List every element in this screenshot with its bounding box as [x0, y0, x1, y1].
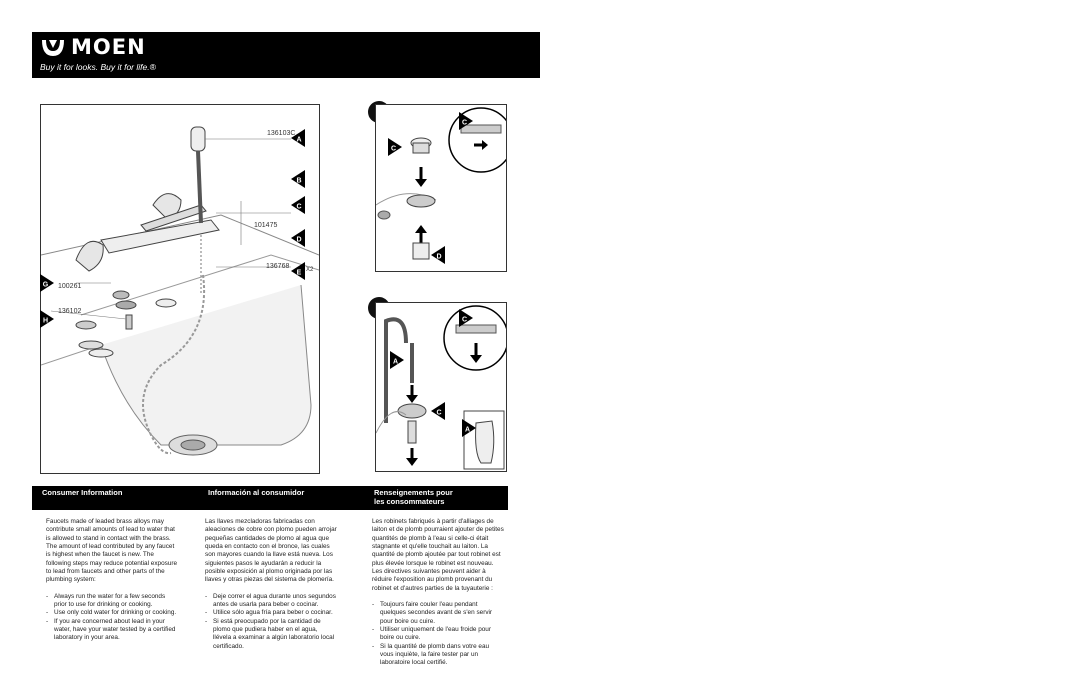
svg-text:C: C — [436, 409, 442, 417]
part-e-quantity: X2 — [306, 267, 314, 273]
consumer-info-header-fr — [364, 486, 508, 510]
consumer-info-fr — [372, 518, 504, 668]
letter-tag-g — [40, 274, 54, 292]
part-number-e: 136768 — [266, 263, 290, 270]
part-number-g: 100261 — [58, 283, 82, 290]
step2-letter-tag-c-top — [459, 309, 473, 327]
heading-en: Consumer Information — [42, 488, 123, 497]
svg-text:E: E — [296, 269, 302, 277]
main-diagram — [40, 104, 320, 474]
list-item: - Utiliser uniquement de l'eau froide pour boire ou cuire. — [372, 626, 504, 643]
letter-tag-e — [291, 262, 305, 280]
step2-letter-tag-a-inset — [462, 419, 476, 437]
heading-fr-line2: les consommateurs — [374, 496, 445, 506]
list-item: - Si está preocupado por la cantidad de plomo que pudiera haber en el agua, llévela a examinar a algún laboratorio local certificado. — [205, 618, 337, 651]
svg-text:A: A — [296, 136, 302, 144]
list-item: - If you are concerned about lead in your water, have your water tested by a certified laboratory in your area. — [46, 618, 178, 643]
step2-illustration — [376, 303, 506, 471]
tagline: Buy it for looks. Buy it for life.® — [40, 62, 156, 72]
list-item: - Utilice sólo agua fría para beber o cocinar. — [205, 609, 337, 617]
svg-text:C: C — [461, 316, 468, 324]
part-number-d: 101475 — [254, 222, 278, 229]
consumer-info-es — [205, 518, 337, 651]
moen-logo-icon — [40, 38, 66, 58]
svg-text:A: A — [464, 426, 471, 434]
letter-tag-b — [291, 170, 305, 188]
list-item: - Toujours faire couler l'eau pendant quelques secondes avant de s'en servir pour boire ou cuire. — [372, 601, 504, 626]
svg-text:B: B — [296, 177, 302, 185]
body-en: Faucets made of leaded brass alloys may contribute small amounts of lead to water that is allowed to stand in contact with the brass. The amount of lead contributed by any faucet is highest when the faucet is new. The following steps may reduce potential exposure to lead from faucets and other parts of the plumbing system: — [46, 518, 178, 584]
step2-letter-tag-c — [431, 402, 445, 420]
heading-es: Información al consumidor — [208, 488, 305, 497]
faucet-exploded-illustration — [41, 105, 319, 473]
body-es: Las llaves mezcladoras fabricadas con aleaciones de cobre con plomo pueden arrojar pequeñas cantidades de plomo al agua que queda en contacto con el bronce, las cuales son mayores cuando la llave está nueva. Los siguientes pasos le ayudarán a reducir la posible exposición al plomo originada por las llaves y otras piezas del sistema de plomería. — [205, 518, 337, 584]
part-number-a: 136103C — [267, 130, 296, 137]
svg-text:C: C — [296, 203, 302, 211]
svg-text:D: D — [296, 236, 302, 244]
letter-tag-d — [291, 229, 305, 247]
list-item: - Si la quantité de plomb dans votre eau vous inquiète, la faire tester par un laboratoire local certifié. — [372, 643, 504, 668]
svg-text:G: G — [42, 281, 49, 289]
heading-fr-line1: Renseignements pour — [374, 488, 453, 497]
svg-text:A: A — [392, 358, 399, 366]
letter-tag-c — [291, 196, 305, 214]
list-fr — [372, 601, 504, 668]
list-item: - Deje correr el agua durante unos segundos antes de usarla para beber o cocinar. — [205, 593, 337, 610]
list-item: - Use only cold water for drinking or cooking. — [46, 609, 178, 617]
svg-text:H: H — [42, 317, 49, 325]
brand-name: MOEN — [71, 35, 146, 59]
step1-letter-tag-c-top — [459, 112, 473, 130]
step2-letter-tag-a — [390, 351, 404, 369]
step2-diagram — [375, 302, 507, 472]
svg-text:C: C — [390, 145, 397, 153]
step1-letter-tag-c-left — [388, 138, 402, 156]
consumer-info-header-es — [198, 486, 364, 510]
svg-text:D: D — [436, 253, 442, 261]
list-es — [205, 593, 337, 651]
list-item: - Always run the water for a few seconds prior to use for drinking or cooking. — [46, 593, 178, 610]
letter-tag-a — [291, 129, 305, 147]
body-fr: Les robinets fabriqués à partir d'alliages de laiton et de plomb pourraient ajouter de petites quantités de plomb à l'eau si celle-ci était stagnante et qu'elle touchait au laiton. La quantité de plomb ajoutée par tout robinet est plus élevée lorsque le robinet est nouveau. Les directives suivantes peuvent aider à réduire l'exposition au plomb provenant du robinet et d'autres parties de la tuyauterie : — [372, 518, 504, 592]
letter-tag-h — [40, 310, 54, 328]
consumer-info-header-en — [32, 486, 198, 510]
svg-text:C: C — [461, 119, 468, 127]
step1-letter-tag-d — [431, 246, 445, 264]
consumer-info-en — [46, 518, 178, 643]
part-number-h: 136102 — [58, 308, 82, 315]
header-bar — [32, 32, 540, 78]
list-en — [46, 593, 178, 643]
